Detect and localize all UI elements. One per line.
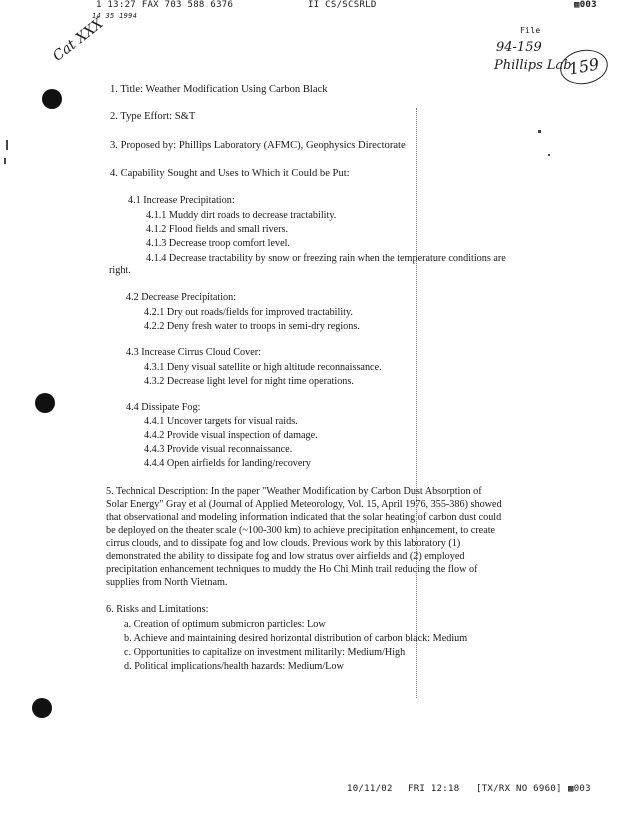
list-item: 4.1.3 Decrease troop comfort level. [146,238,290,249]
section-4-3-title: 4.3 Increase Cirrus Cloud Cover: [126,347,261,358]
handwritten-number: 94-159 [496,40,542,55]
scan-speck [6,140,8,150]
fax-footer-time: FRI 12:18 [408,784,460,794]
fax-header-page: ▩003 [574,0,597,10]
list-item: 4.1.4 Decrease tractability by snow or freezing rain when the temperature conditions are [146,253,506,264]
technical-description-line: supplies from North Vietnam. [106,577,228,588]
technical-description-line: precipitation enhancement techniques to muddy the Ho Chi Minh trail reducing the flow of [106,564,478,575]
list-item: 4.2.1 Dry out roads/fields for improved tractability. [144,307,353,318]
section-4-2-title: 4.2 Decrease Precipitation: [126,292,237,303]
list-item: b. Achieve and maintaining desired horizontal distribution of carbon black: Medium [124,633,468,644]
binder-hole [42,89,62,109]
risks-heading: 6. Risks and Limitations: [106,604,209,615]
circled-number: 159 [557,46,610,88]
list-item: 4.1.2 Flood fields and small rivers. [146,224,289,235]
binder-hole [35,393,55,413]
fax-header-second-line: 14 35 1994 [92,12,138,20]
scan-speck [4,158,6,164]
scan-speck [538,130,541,133]
list-item: 4.3.2 Decrease light level for night time operations. [144,376,354,387]
item-2-type: 2. Type Effort: S&T [110,111,196,122]
fax-header-left: 1 13:27 FAX 703 588 6376 [96,0,234,10]
scan-speck [548,154,550,156]
fax-footer-date: 10/11/02 [347,784,393,794]
fax-footer-page: ▩003 [568,784,591,794]
cat-stamp: Cat XXX [50,15,107,65]
technical-description-line: that observational and modeling information indicated that the solar heating of carbon dust could [106,512,502,523]
technical-description-line: cirrus clouds, and to dissipate fog and low clouds. Previous work by this laboratory (1) [106,538,461,549]
list-item-wrap: right. [109,265,131,276]
item-3-proposed-by: 3. Proposed by: Phillips Laboratory (AFMC), Geophysics Directorate [110,140,406,151]
fax-header-center: II CS/SCSRLD [308,0,377,10]
list-item: 4.3.1 Deny visual satellite or high altitude reconnaissance. [144,362,382,373]
list-item: 4.4.4 Open airfields for landing/recovery [144,458,311,469]
list-item: c. Opportunities to capitalize on investment militarily: Medium/High [124,647,406,658]
technical-description-line: demonstrated the ability to dissipate fog and low stratus over airfields and (2) employed [106,551,465,562]
list-item: 4.2.2 Deny fresh water to troops in semi-dry regions. [144,321,360,332]
item-1-title: 1. Title: Weather Modification Using Carbon Black [110,84,328,95]
fax-page-icon: ▩ [574,0,580,10]
handwritten-org: Phillips Lab [494,58,572,73]
list-item: 4.4.3 Provide visual reconnaissance. [144,444,293,455]
section-4-1-title: 4.1 Increase Precipitation: [128,195,235,206]
fold-line [416,108,417,698]
binder-hole [32,698,52,718]
fax-page-icon: ▩ [568,784,574,794]
fax-footer-tx: [TX/RX NO 6960] [476,784,562,794]
list-item: 4.4.2 Provide visual inspection of damage. [144,430,318,441]
technical-description-line: 5. Technical Description: In the paper "Weather Modification by Carbon Dust Absorption of [106,486,482,497]
technical-description-line: be deployed on the theater scale (~100-300 km) to achieve precipitation enhancement, to create [106,525,496,536]
item-4-heading: 4. Capability Sought and Uses to Which it Could be Put: [110,168,350,179]
list-item: a. Creation of optimum submicron particles: Low [124,619,326,630]
list-item: d. Political implications/health hazards: Medium/Low [124,661,344,672]
file-stamp: File [520,26,541,35]
list-item: 4.4.1 Uncover targets for visual raids. [144,416,298,427]
list-item: 4.1.1 Muddy dirt roads to decrease tractability. [146,210,337,221]
technical-description-line: Solar Energy" Gray et al (Journal of Applied Meteorology, Vol. 15, April 1976, 355-386) showed [106,499,502,510]
section-4-4-title: 4.4 Dissipate Fog: [126,402,201,413]
